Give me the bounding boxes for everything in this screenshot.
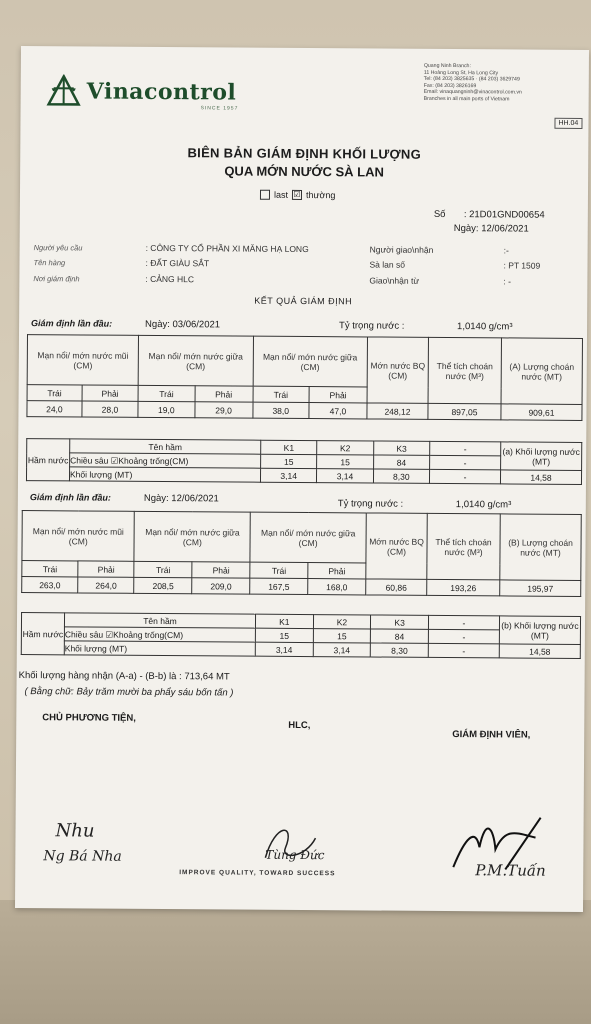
owner-signer-label: CHỦ PHƯƠNG TIỆN,	[42, 712, 136, 724]
last-label: last	[273, 189, 289, 200]
value-cell: 47,0	[309, 403, 367, 419]
value-cell: 209,0	[192, 578, 250, 594]
header-cell: (B) Lượng choán nước (MT)	[500, 514, 581, 581]
surveyor-signer-label: GIÁM ĐỊNH VIÊN,	[452, 729, 531, 741]
from-label: Giao\nhận từ	[369, 275, 420, 286]
dash-cell: -	[428, 615, 499, 629]
depth-cell: 84	[373, 455, 429, 469]
survey2-density-label: Tỷ trọng nước :	[337, 498, 404, 510]
water-result-value: 14,58	[499, 644, 580, 659]
sub-header-cell: Trái	[134, 561, 192, 577]
value-cell: 29,0	[195, 402, 253, 418]
mass-cell: 3,14	[317, 469, 373, 483]
branch-line: Quang Ninh Branch:	[423, 62, 471, 70]
total-received: Khối lượng hàng nhận (A-a) - (B-b) là : 713,64 MT	[18, 670, 230, 683]
survey2-label: Giám định lần đầu:	[29, 492, 111, 503]
sub-header-cell: Phải	[309, 387, 367, 403]
barge-label: Sà lan số	[369, 259, 405, 270]
tank-name-header: Tên hầm	[70, 439, 261, 454]
dash-cell: -	[428, 629, 499, 643]
form-code: HH.04	[554, 118, 582, 129]
k-header: K2	[317, 441, 373, 455]
branch-line: Email: vinaquangninh@vinacontrol.com.vn	[423, 89, 522, 96]
goods-label: Tên hàng	[33, 258, 66, 268]
survey1-date: Ngày: 03/06/2021	[145, 318, 221, 331]
tank-name-header: Tên hầm	[64, 613, 255, 628]
branch-line: Tel: (84 203) 3825635 · (84 203) 3629749	[423, 76, 520, 83]
document-title: BIÊN BẢN GIÁM ĐỊNH KHỐI LƯỢNG	[187, 145, 422, 162]
header-cell: Mạn nổi/ mớn nước giữa (CM)	[250, 512, 366, 563]
sub-header-cell: Trái	[138, 385, 195, 401]
value-cell: 897,05	[428, 403, 501, 420]
deliverer-label: Người giao\nhận	[369, 244, 434, 255]
branch-line: Branches in all main ports of Vietnam	[423, 95, 510, 103]
value-cell: 193,26	[427, 579, 500, 596]
mass-cell: 8,30	[371, 643, 429, 657]
place-value: : CẢNG HLC	[145, 273, 195, 285]
mass-cell: 3,14	[255, 642, 313, 656]
tank-label: Hầm nước	[21, 613, 64, 655]
deliverer-value: :-	[503, 245, 509, 256]
survey1-density-label: Tỷ trọng nước :	[339, 320, 405, 332]
normal-label: thường	[305, 190, 336, 201]
header-cell: Mạn nổi/ mớn nước giữa (CM)	[253, 336, 368, 387]
value-cell: 19,0	[138, 401, 195, 417]
place-label: Nơi giám định	[33, 274, 80, 284]
sub-header-cell: Trái	[22, 561, 78, 577]
depth-label: Chiều sâu ☑Khoảng trống(CM)	[64, 627, 255, 642]
header-cell: Mạn nổi/ mớn nước giữa (CM)	[134, 511, 250, 562]
company-logo	[45, 74, 239, 112]
survey1-density-value: 1,0140 g/cm³	[457, 321, 513, 333]
header-cell: (A) Lượng choán nước (MT)	[501, 338, 582, 405]
survey2-date: Ngày: 12/06/2021	[143, 492, 219, 505]
depth-cell: 15	[261, 454, 317, 468]
branch-line: 11 Hoàng Long St, Hạ Long City	[423, 69, 499, 76]
result-header: KẾT QUẢ GIÁM ĐỊNH	[254, 295, 353, 307]
mass-cell: 3,14	[260, 468, 316, 482]
dash-cell: -	[428, 643, 499, 657]
depth-cell: 15	[317, 455, 373, 469]
value-cell: 248,12	[367, 403, 428, 419]
value-cell: 208,5	[134, 577, 192, 593]
mass-cell: 8,30	[373, 469, 429, 483]
value-cell: 38,0	[252, 402, 309, 418]
from-value: : -	[503, 276, 511, 287]
mass-label: Khối lượng (MT)	[64, 641, 255, 656]
dash-cell: -	[430, 455, 501, 469]
sub-header-cell: Phải	[78, 561, 134, 577]
survey2-tank-table	[21, 612, 581, 659]
survey1-tank-table	[26, 438, 582, 485]
value-cell: 24,0	[27, 401, 82, 417]
mass-cell: 3,14	[313, 643, 371, 657]
water-result-value: 14,58	[500, 470, 581, 485]
scales-logo-icon	[45, 74, 83, 108]
report-date: Ngày: 12/06/2021	[453, 223, 529, 235]
k-header: K2	[313, 615, 371, 629]
water-result-label: (a) Khối lượng nước (MT)	[501, 442, 582, 471]
so-label: Số	[433, 208, 446, 220]
k-header: K3	[371, 615, 429, 629]
dash-cell: -	[429, 469, 500, 483]
surveyor-signature-name: P.M.Tuấn	[475, 861, 546, 880]
sub-header-cell: Phải	[192, 562, 250, 578]
sub-header-cell: Phải	[82, 385, 138, 401]
last-checkbox	[260, 190, 270, 200]
survey2-draft-table	[21, 510, 582, 597]
k-header: K1	[255, 614, 313, 628]
dash-cell: -	[430, 441, 501, 455]
header-cell: Thể tích choán nước (M³)	[427, 513, 500, 580]
barge-value: : PT 1509	[503, 260, 541, 271]
value-cell: 264,0	[78, 577, 134, 593]
tank-label: Hầm nước	[26, 439, 69, 481]
sub-header-cell: Trái	[250, 562, 308, 578]
sub-header-cell: Trái	[253, 386, 310, 402]
header-cell: Mạn nổi/ mớn nước mũi (CM)	[22, 511, 135, 562]
header-cell: Mạn nổi/ mớn nước mũi (CM)	[27, 335, 139, 386]
hlc-signature-name: Tùng Đức	[265, 847, 325, 863]
requester-label: Người yêu cầu	[33, 243, 83, 253]
value-cell: 60,86	[366, 579, 427, 595]
header-cell: Mớn nước BQ (CM)	[366, 513, 427, 579]
branch-info	[424, 63, 584, 104]
header-cell: Mạn nổi/ mớn nước giữa (CM)	[138, 335, 253, 386]
k-header: K1	[261, 440, 317, 454]
value-cell: 168,0	[308, 579, 366, 595]
document-subtitle: QUA MỚN NƯỚC SÀ LAN	[224, 163, 384, 180]
company-slogan: IMPROVE QUALITY, TOWARD SUCCESS	[179, 869, 336, 878]
sub-header-cell: Trái	[27, 385, 82, 401]
value-cell: 28,0	[82, 401, 138, 417]
survey1-label: Giám định lần đầu:	[31, 318, 113, 329]
branch-line: Fax: (84 203) 3826169	[423, 82, 477, 89]
document-page	[15, 46, 589, 912]
goods-value: : ĐẤT GIÀU SẮT	[145, 257, 210, 269]
owner-signature-name: Ng Bá Nha	[43, 848, 122, 865]
depth-cell: 15	[313, 629, 371, 643]
survey2-density-value: 1,0140 g/cm³	[455, 499, 512, 511]
header-cell: Thể tích choán nước (M³)	[428, 337, 501, 404]
company-name: Vinacontrol	[86, 78, 237, 106]
requester-value: : CÔNG TY CỔ PHẦN XI MĂNG HẠ LONG	[145, 242, 309, 255]
sub-header-cell: Phải	[195, 386, 253, 402]
value-cell: 263,0	[22, 577, 78, 593]
company-since: SINCE 1957	[200, 105, 239, 112]
total-in-words: ( Bằng chữ: Bảy trăm mười ba phẩy sáu bốn tấn )	[24, 686, 234, 699]
hlc-signer-label: HLC,	[288, 719, 311, 732]
depth-cell: 15	[255, 628, 313, 642]
survey1-draft-table	[26, 334, 583, 421]
value-cell: 167,5	[250, 578, 308, 594]
k-header: K3	[373, 441, 429, 455]
water-result-label: (b) Khối lượng nước (MT)	[499, 616, 580, 645]
normal-checkbox: ☑	[293, 189, 301, 199]
value-cell: 909,61	[501, 404, 582, 421]
depth-label: Chiều sâu ☑Khoảng trống(CM)	[70, 453, 261, 468]
owner-signature-scribble: Nhu	[55, 820, 95, 842]
mass-label: Khối lượng (MT)	[69, 467, 260, 482]
floor-background	[0, 900, 591, 1024]
sub-header-cell: Phải	[308, 563, 366, 579]
survey-type-checks	[260, 190, 336, 201]
value-cell: 195,97	[500, 580, 581, 597]
depth-cell: 84	[371, 629, 429, 643]
header-cell: Mớn nước BQ (CM)	[367, 337, 428, 403]
so-value: : 21D01GND00654	[463, 209, 545, 221]
